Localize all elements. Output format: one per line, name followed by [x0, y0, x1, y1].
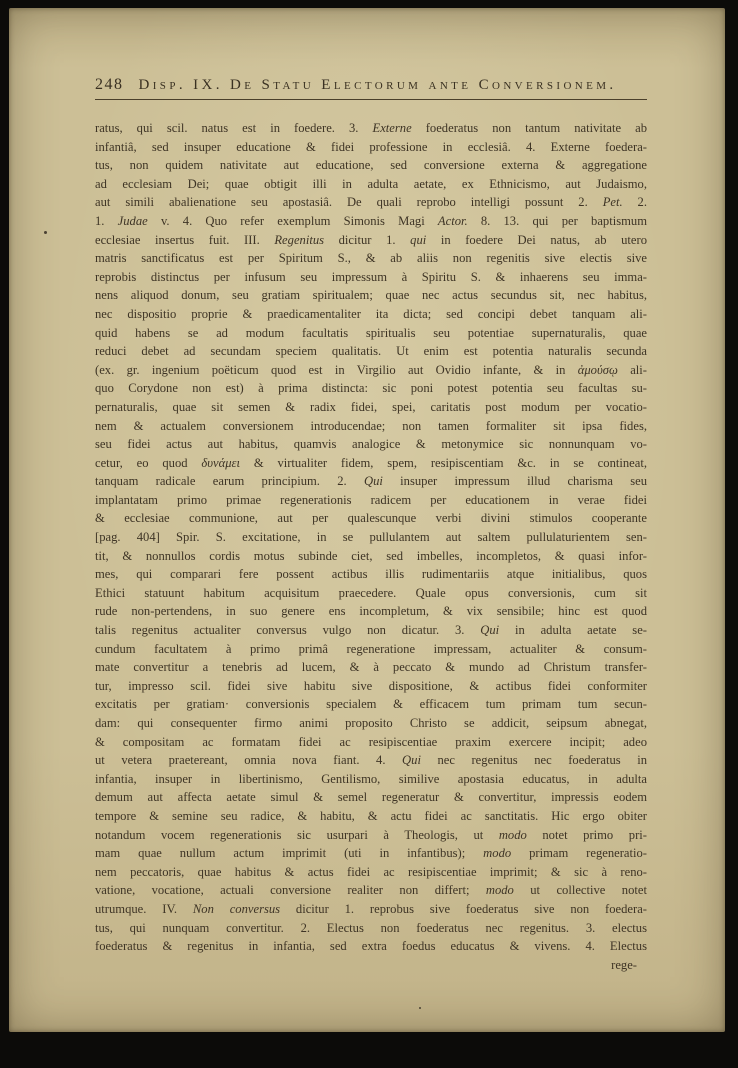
- italic-text: ἀμούσῳ: [577, 362, 618, 377]
- italic-text: Qui: [480, 623, 500, 638]
- text-line: [95, 361, 647, 380]
- text-line: [95, 268, 647, 287]
- paper-surface: [9, 8, 725, 1032]
- roman-text: nec regenitus nec foederatus in: [420, 753, 647, 768]
- text-line: [95, 881, 647, 900]
- italic-text: Pet.: [602, 195, 623, 210]
- header-rule: [95, 99, 647, 100]
- roman-text: nem peccatoris, quae habitus & actus fidei ac resipiscentiae imprimit; & sic à reno-: [95, 864, 647, 879]
- roman-text: nens aliquod donum, seu gratiam spiritualem; quae nec actus secundus sit, nec habitus,: [95, 288, 647, 303]
- roman-text: mam quae nullum actum imprimit (uti in infantibus);: [95, 846, 484, 861]
- italic-text: Judae: [117, 213, 148, 228]
- italic-text: δυνάμει: [201, 455, 240, 470]
- italic-text: qui: [410, 232, 427, 247]
- text-line: [95, 454, 647, 473]
- roman-text: excitatis per gratiam· conversionis specialem & efficacem tum primam tum secun-: [95, 697, 647, 712]
- roman-text: primam regeneratio-: [511, 846, 648, 861]
- text-line: [95, 286, 647, 305]
- roman-text: nec dispositio proprie & praedicamentaliter ita dicta; sed concipi debet tanquam ali-: [95, 306, 647, 321]
- text-line: [95, 584, 647, 603]
- roman-text: foederatus non tantum nativitate ab: [411, 121, 647, 135]
- roman-text: ecclesiae insertus fuit. III.: [95, 232, 275, 247]
- roman-text: in foedere Dei natus, ab utero: [426, 232, 648, 247]
- italic-text: Actor.: [437, 213, 468, 228]
- text-line: [95, 417, 647, 436]
- text-line: [95, 509, 647, 528]
- text-line: [95, 807, 647, 826]
- roman-text: nem & actualem conversionem introducendae; non tamen formaliter sit ipsa fides,: [95, 418, 647, 433]
- roman-text: pernaturalis, quae sit semen & radix fidei, spei, caritatis post modum per vocatio-: [95, 399, 647, 414]
- text-line: [95, 231, 647, 250]
- roman-text: notet primo pri-: [526, 827, 647, 842]
- italic-text: modo: [485, 883, 514, 898]
- roman-text: infantiâ, sed insuper educatione & fidei professione in ecclesiâ. 4. Externe foedera-: [95, 139, 647, 154]
- roman-text: mes, qui comparari fere possent actibus illis rudimentariis atque initialibus, quos: [95, 567, 647, 582]
- roman-text: [pag. 404] Spir. S. excitatione, in se pullulantem aut saltem pullulaturientem sen-: [95, 530, 647, 545]
- roman-text: & virtualiter fidem, spem, resipiscentiam &c. in se contineat,: [240, 455, 647, 470]
- roman-text: (ex. gr. ingenium poëticum quod est in Virgilio aut Ovidio infante, & in: [95, 362, 578, 377]
- text-line: [95, 156, 647, 175]
- italic-text: Externe: [372, 121, 412, 135]
- roman-text: 8. 13. qui per baptismum: [467, 213, 648, 228]
- page-content: [95, 76, 647, 974]
- text-line: [95, 602, 647, 621]
- italic-text: modo: [498, 827, 527, 842]
- text-line: [95, 770, 647, 789]
- roman-text: 1.: [95, 213, 118, 228]
- roman-text: tanquam radicale earum principium. 2.: [95, 474, 364, 489]
- text-line: [95, 900, 647, 919]
- roman-text: cetur, eo quod: [95, 455, 202, 470]
- roman-text: Ethici statuunt habitum acquisitum praecedere. Quale opus conversionis, cum sit: [95, 585, 647, 600]
- text-line: [95, 565, 647, 584]
- text-line: [95, 919, 647, 938]
- text-line: [95, 342, 647, 361]
- roman-text: mate convertitur a tenebris ad lucem, & à peccato & mundo ad Christum transfer-: [95, 660, 647, 675]
- roman-text: ad ecclesiam Dei; quae obtigit illi in adulta aetate, ex Ethnicismo, aut Judaismo,: [95, 176, 647, 191]
- roman-text: utrumque. IV.: [95, 901, 193, 916]
- roman-text: quid habens se ad modum facultatis spiritualis seu potentiae supernaturalis, quae: [95, 325, 647, 340]
- roman-text: tus, non quidem nativitate aut educatione, sed conversione externa & aggregatione: [95, 158, 647, 173]
- text-line: [95, 863, 647, 882]
- text-line: [95, 212, 647, 231]
- text-line: [95, 547, 647, 566]
- text-line: [95, 788, 647, 807]
- roman-text: tempore & semine seu radice, & habitu, & actu fidei ac sanctitatis. Hic ergo obiter: [95, 808, 647, 823]
- italic-text: Non conversus: [192, 901, 281, 916]
- roman-text: demum aut affecta aetate simul & semel regeneratur & convertitur, impressis eodem: [95, 790, 647, 805]
- text-line: [95, 751, 647, 770]
- roman-text: vatione, vocatione, actuali conversione realiter non differt;: [95, 883, 486, 898]
- text-line: [95, 528, 647, 547]
- text-line: [95, 640, 647, 659]
- roman-text: aut simili abalienatione seu apostasiâ. De quali reprobo intelligi possunt 2.: [95, 195, 603, 210]
- text-line: [95, 658, 647, 677]
- text-line: [95, 491, 647, 510]
- catchword: rege-: [611, 957, 637, 972]
- italic-text: Qui: [363, 474, 383, 489]
- text-line: [95, 175, 647, 194]
- ink-speck: [419, 1007, 421, 1009]
- roman-text: & ecclesiae communione, aut per qualescunque verbi divini stimulos cooperante: [95, 511, 647, 526]
- roman-text: foederatus & regenitus in infantia, sed extra foedus educatus & vivens. 4. Electus: [95, 939, 647, 954]
- roman-text: talis regenitus actualiter conversus vulgo non dicatur. 3.: [95, 623, 481, 638]
- roman-text: reduci debet ad secundam speciem qualitatis. Ut enim est potentia naturalis secunda: [95, 344, 647, 359]
- text-line: [95, 379, 647, 398]
- roman-text: rude non-pertendens, in suo genere ens incompletum, & vix sensibile; hinc est quod: [95, 604, 647, 619]
- italic-text: Qui: [402, 753, 421, 768]
- text-line: [95, 398, 647, 417]
- text-line: [95, 733, 647, 752]
- roman-text: ratus, qui scil. natus est in foedere. 3.: [95, 121, 373, 135]
- roman-text: tus, qui nunquam convertitur. 2. Electus non foederatus nec regenitus. 3. electus: [95, 920, 647, 935]
- running-head-title: Disp. IX. De Statu Electorum ante Conversionem.: [138, 77, 617, 93]
- page-number: 248: [95, 76, 124, 93]
- roman-text: cundum facultatem à primo primâ regeneratione impressam, actualiter & consum-: [95, 641, 647, 656]
- roman-text: 2.: [622, 195, 647, 210]
- roman-text: in adulta aetate se-: [499, 623, 647, 638]
- italic-text: Regenitus: [274, 232, 325, 247]
- text-line: [95, 305, 647, 324]
- roman-text: & compositam ac formatam fidei ac resipiscentiae praxim exercere incipit; adeo: [95, 734, 647, 749]
- text-line: [95, 324, 647, 343]
- roman-text: seu fidei actus aut habitus, quamvis analogice & metonymice sic nonnunquam vo-: [95, 437, 647, 452]
- text-line: [95, 677, 647, 696]
- roman-text: insuper impressum illud charisma seu: [382, 474, 647, 489]
- roman-text: notandum vocem regenerationis sic usurpari à Theologis, ut: [95, 827, 499, 842]
- text-line: [95, 826, 647, 845]
- text-line: [95, 472, 647, 491]
- roman-text: infantia, insuper in libertinismo, Gentilismo, similive apostasia educatus, in adulta: [95, 771, 647, 786]
- roman-text: matris sanctificatus est per Spiritum S., & ab aliis non regenitis sive electis sive: [95, 251, 647, 266]
- roman-text: ali-: [617, 362, 647, 377]
- text-line: [95, 249, 647, 268]
- roman-text: tur, impresso scil. fidei sive habitu sive dispositione, & actibus fidei conformiter: [95, 678, 647, 693]
- text-line: [95, 714, 647, 733]
- text-line: [95, 119, 647, 138]
- text-line: [95, 193, 647, 212]
- text-line: [95, 937, 647, 956]
- text-line: [95, 844, 647, 863]
- roman-text: v. 4. Quo refer exemplum Simonis Magi: [147, 213, 438, 228]
- roman-text: dicitur 1.: [324, 232, 411, 247]
- body-text: [95, 119, 647, 956]
- roman-text: quo Corydone non est) à prima distincta: sic poni potest potentia seu facultas su-: [95, 381, 647, 396]
- roman-text: ut collective notet: [513, 883, 647, 898]
- ink-speck: [44, 231, 47, 234]
- page-header: [95, 76, 647, 94]
- roman-text: reprobis distinctus per infusum seu impressum à Spiritu S. & inhaerens seu imma-: [95, 269, 647, 284]
- text-line: [95, 695, 647, 714]
- italic-text: modo: [483, 846, 512, 861]
- text-line: [95, 621, 647, 640]
- text-line: [95, 435, 647, 454]
- roman-text: tit, & nonnullos cordis motus subinde ciet, sed imbelles, incompletos, & quasi infor-: [95, 548, 647, 563]
- roman-text: implantatam primo primae regenerationis radicem per educationem in verae fidei: [95, 492, 647, 507]
- roman-text: ut vetera praetereant, omnia nova fiant. 4.: [95, 753, 403, 768]
- roman-text: dicitur 1. reprobus sive foederatus sive non foedera-: [280, 901, 647, 916]
- roman-text: dam: qui consequenter firmo animi proposito Christo se addicit, seipsum abnegat,: [95, 716, 647, 730]
- text-line: [95, 138, 647, 157]
